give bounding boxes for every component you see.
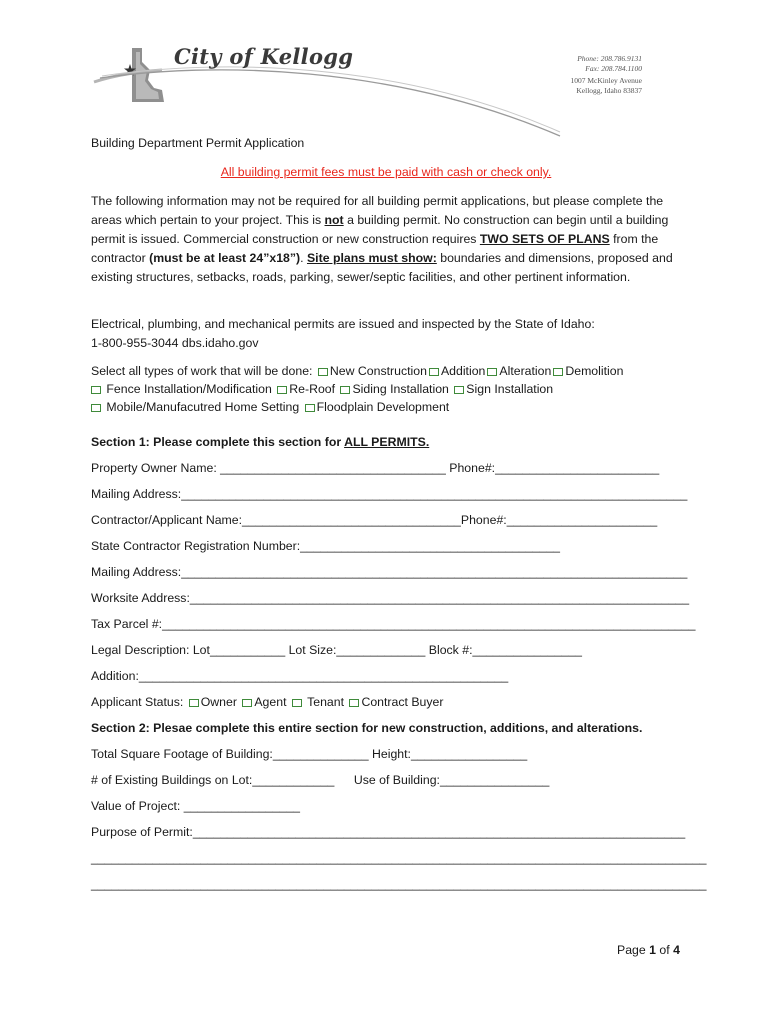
page-prefix: Page [617,943,650,957]
label-floodplain: Floodplain Development [316,400,450,414]
two-sets-emphasis: TWO SETS OF PLANS [479,232,610,246]
intro-text-3: from the contractor [91,232,659,265]
applicant-status-group [91,693,681,712]
purpose-of-permit-field[interactable]: Purpose of Permit:________________________________________________________________________ [91,825,686,839]
label-mobile-home: Mobile/Manufacutred Home Setting [106,400,300,414]
owner-phone-field[interactable]: Property Owner Name: _________________________________ Phone#:________________________ [91,461,660,475]
document-title: Building Department Permit Application [91,136,305,150]
purpose-blank-line-1[interactable]: __________________________________________________________________________________________ [91,851,707,865]
label-agent: Agent [254,695,287,709]
label-alteration: Alteration [499,364,552,378]
mailing-address-field-2[interactable]: Mailing Address:__________________________________________________________________________ [91,565,688,579]
label-re-roof: Re-Roof [289,382,336,396]
label-tenant: Tenant [307,695,345,709]
site-plans-emphasis: Site plans must show: [306,251,437,265]
existing-buildings-field[interactable]: # of Existing Buildings on Lot:____________ [91,773,335,787]
work-types-prompt: Select all types of work that will be done: [91,364,316,378]
purpose-blank-line-2[interactable]: __________________________________________________________________________________________ [91,877,707,891]
intro-text-4: . [300,251,307,265]
addition-field[interactable]: Addition:______________________________________________________ [91,669,509,683]
section-1-heading-emphasis: ALL PERMITS. [344,435,430,449]
tax-parcel-field[interactable]: Tax Parcel #:______________________________________________________________________________ [91,617,696,631]
checkbox-demolition[interactable] [553,368,563,376]
applicant-status-label: Applicant Status: [91,695,187,709]
contact-block [542,54,642,95]
checkbox-addition[interactable] [429,368,439,376]
fee-notice: All building permit fees must be paid with cash or check only. [220,165,552,179]
checkbox-sign[interactable] [454,386,464,394]
city-name-logo: City of Kellogg [174,44,354,69]
intro-text-1: The following information may not be required for all building permit applications, but please complete the areas which pertain to your project. This is [91,194,664,227]
legal-description-field[interactable]: Legal Description: Lot___________ Lot Size:_____________ Block #:________________ [91,643,582,657]
checkbox-mobile-home[interactable] [91,404,101,412]
checkbox-re-roof[interactable] [277,386,287,394]
label-fence: Fence Installation/Modification [106,382,272,396]
worksite-address-field[interactable]: Worksite Address:_________________________________________________________________________ [91,591,690,605]
fax-number: Fax: 208.784.1100 [585,63,642,73]
state-contact: 1-800-955-3044 dbs.idaho.gov [91,336,259,350]
section-2-heading: Section 2: Plesae complete this entire section for new construction, additions, and alterations. [91,721,643,735]
phone-number: Phone: 208.786.9131 [577,54,642,63]
intro-text-2: a building permit. No construction can begin until a building permit is issued. Commercial construction or new construction requires [91,213,669,246]
use-of-building-field[interactable]: Use of Building:________________ [353,773,550,787]
square-footage-height-field[interactable]: Total Square Footage of Building:______________ Height:_________________ [91,747,528,761]
section-1-heading [91,433,681,452]
label-contract-buyer: Contract Buyer [361,695,444,709]
work-types-group [91,362,681,416]
existing-buildings-row [91,771,681,790]
page-current: 1 [649,943,656,957]
section-1-heading-text: Section 1: Please complete this section for [91,435,345,449]
checkbox-new-construction[interactable] [318,368,328,376]
address-line-2: Kellogg, Idaho 83837 [576,85,642,95]
checkbox-agent[interactable] [242,699,252,707]
checkbox-tenant[interactable] [292,699,302,707]
contractor-phone-field[interactable]: Contractor/Applicant Name:________________________________Phone#:______________________ [91,513,658,527]
project-value-field[interactable]: Value of Project: _________________ [91,799,300,813]
checkbox-owner[interactable] [189,699,199,707]
checkbox-floodplain[interactable] [305,404,315,412]
checkbox-siding[interactable] [340,386,350,394]
checkbox-contract-buyer[interactable] [349,699,359,707]
mailing-address-field-1[interactable]: Mailing Address:__________________________________________________________________________ [91,487,688,501]
label-owner: Owner [200,695,237,709]
checkbox-fence[interactable] [91,386,101,394]
state-registration-field[interactable]: State Contractor Registration Number:______________________________________ [91,539,561,553]
label-demolition: Demolition [565,364,624,378]
label-addition: Addition [440,364,486,378]
intro-text-5: boundaries and dimensions, proposed and existing structures, setbacks, roads, parking, sewer/septic facilities, and other pertinent information. [91,251,673,284]
page-of: of [655,943,674,957]
page-total: 4 [673,943,680,957]
letterhead [92,40,672,140]
checkbox-alteration[interactable] [487,368,497,376]
label-new-construction: New Construction [329,364,427,378]
size-requirement: (must be at least 24”x18”) [149,251,301,265]
address-line-1: 1007 McKinley Avenue [570,76,642,85]
label-sign: Sign Installation [466,382,554,396]
state-permits-note: Electrical, plumbing, and mechanical permits are issued and inspected by the State of Idaho: [91,317,595,331]
intro-paragraph [91,192,681,287]
intro-not-emphasis: not [324,213,344,227]
page-number [617,943,680,957]
label-siding: Siding Installation [352,382,449,396]
